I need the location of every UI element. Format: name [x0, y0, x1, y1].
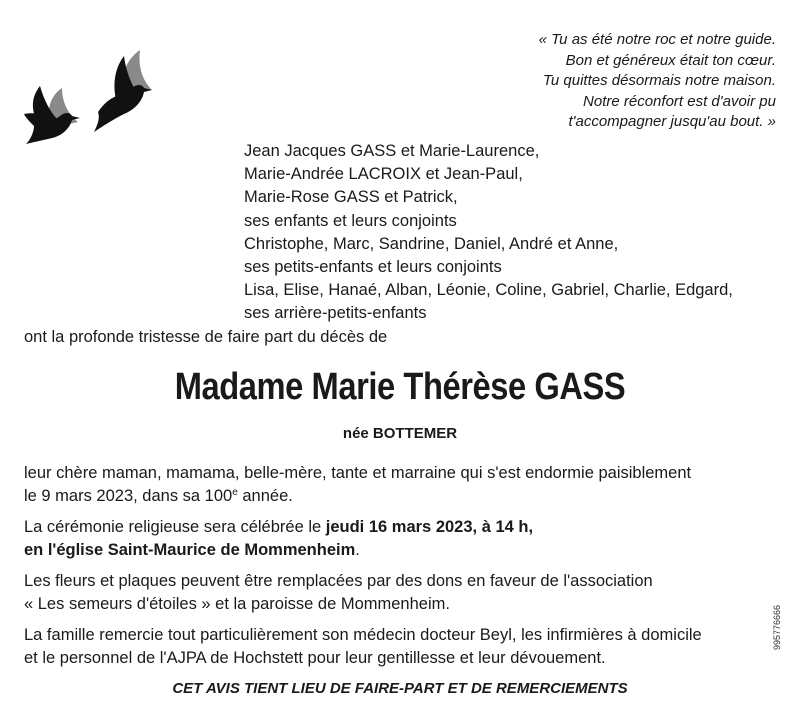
ordinal-suffix: e — [232, 487, 238, 498]
footer-notice: CET AVIS TIENT LIEU DE FAIRE-PART ET DE REMERCIEMENTS — [172, 680, 628, 697]
poem-line: Tu quittes désormais notre maison. — [542, 72, 776, 89]
text-fragment: . — [355, 541, 360, 559]
paragraph-donations — [24, 570, 653, 616]
family-line: Christophe, Marc, Sandrine, Daniel, André et Anne, — [244, 234, 619, 253]
deceased-name: Madame Marie Thérèse GASS — [174, 366, 626, 408]
poem-line: « Tu as été notre roc et notre guide. — [538, 31, 776, 48]
paragraph-line — [24, 516, 533, 539]
paragraph-line — [24, 539, 533, 562]
reference-number: 995776666 — [772, 604, 782, 650]
poem-quote — [539, 30, 776, 133]
family-line: ses petits-enfants et leurs conjoints — [244, 258, 502, 277]
paragraph-ceremony — [24, 516, 533, 562]
paragraph-line: La famille remercie tout particulièrement son médecin docteur Beyl, les infirmières à domicile — [24, 626, 702, 644]
paragraph-line: et le personnel de l'AJPA de Hochstett pour leur gentillesse et leur dévouement. — [24, 649, 606, 667]
family-line: ses enfants et leurs conjoints — [244, 211, 457, 230]
text-fragment: La cérémonie religieuse sera célébrée le — [24, 518, 326, 536]
ceremony-date: jeudi 16 mars 2023, à 14 h, — [325, 518, 534, 536]
ceremony-place: en l'église Saint-Maurice de Mommenheim — [24, 541, 356, 559]
family-line: Marie-Andrée LACROIX et Jean-Paul, — [244, 165, 523, 184]
family-list — [244, 140, 733, 326]
maiden-name: née BOTTEMER — [342, 425, 458, 442]
doves-icon — [20, 44, 170, 144]
paragraph-line: « Les semeurs d'étoiles » et la paroisse de Mommenheim. — [24, 595, 450, 613]
paragraph-relation — [24, 462, 691, 508]
text-fragment: le 9 mars 2023, dans sa 100 — [24, 487, 233, 505]
family-line: ses arrière-petits-enfants — [244, 304, 427, 323]
family-line: Jean Jacques GASS et Marie-Laurence, — [244, 142, 540, 160]
paragraph-thanks — [24, 624, 702, 670]
paragraph-line — [24, 485, 691, 508]
poem-line: Bon et généreux était ton cœur. — [565, 51, 776, 69]
poem-line: t'accompagner jusqu'au bout. » — [568, 113, 776, 130]
announcement-intro: ont la profonde tristesse de faire part du décès de — [24, 328, 388, 346]
text-fragment: année. — [237, 487, 293, 505]
paragraph-line: Les fleurs et plaques peuvent être remplacées par des dons en faveur de l'association — [24, 572, 653, 590]
family-line: Marie-Rose GASS et Patrick, — [244, 188, 458, 207]
paragraph-line: leur chère maman, mamama, belle-mère, tante et marraine qui s'est endormie paisiblement — [24, 464, 692, 482]
poem-line: Notre réconfort est d'avoir pu — [583, 92, 776, 110]
family-line: Lisa, Elise, Hanaé, Alban, Léonie, Coline, Gabriel, Charlie, Edgard, — [244, 281, 733, 300]
